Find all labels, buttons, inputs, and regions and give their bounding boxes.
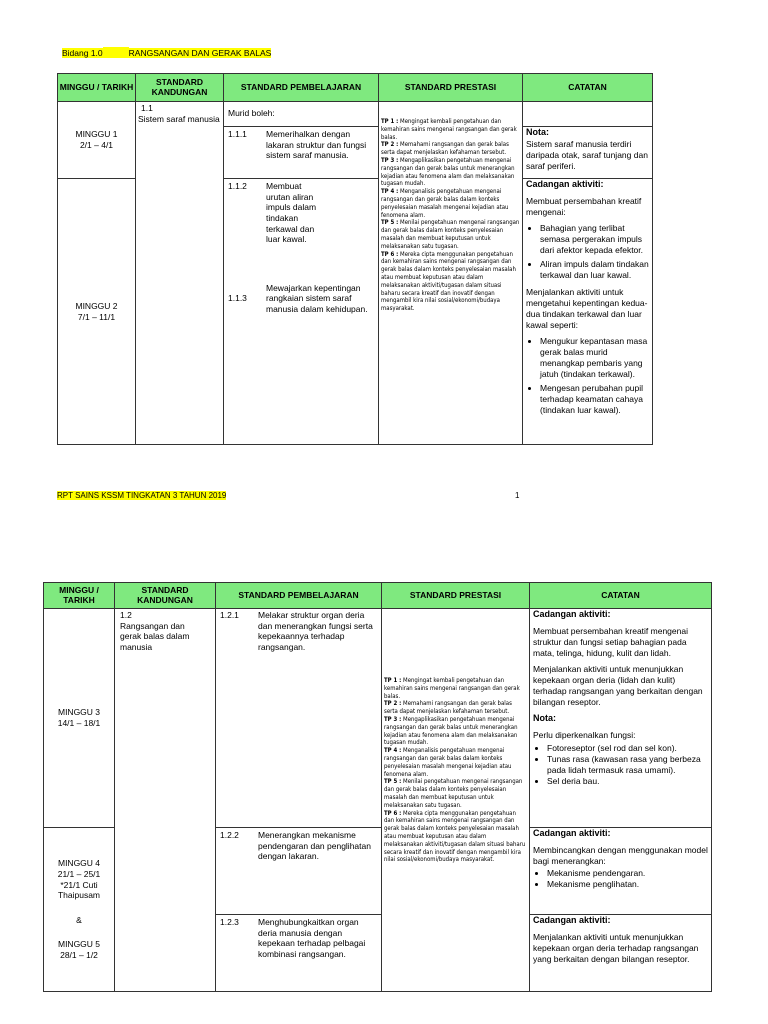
sk-code: 1.1 (141, 103, 153, 113)
nota-text: Sistem saraf manusia terdiri daripada otak, saraf tunjang dan saraf periferi. (526, 138, 648, 171)
week-2-label: MINGGU 2 (75, 300, 118, 311)
list-item: • Fotoreseptor (sel rod dan sel kon). (547, 743, 708, 754)
cadangan-para: Menjalankan aktiviti untuk menunjukkan kepekaan organ deria terhadap rangsangan yang berkaitan dengan bilangan reseptor. (533, 931, 699, 964)
cadangan-intro: Membuat persembahan kreatif mengenai: (526, 195, 642, 217)
cadangan-title: Cadangan aktiviti: (533, 915, 611, 925)
mekanisme-list (533, 868, 708, 890)
holiday-name: Thaipusam (57, 890, 101, 901)
section-label: Bidang 1.0 (62, 48, 103, 58)
nota-title: Nota: (533, 713, 556, 724)
tp-item: TP 2 : Memahami rangsangan dan gerak balas serta dapat menjelaskan kefahaman tersebut. (381, 141, 509, 157)
standard-pembelajaran-cell (224, 102, 379, 445)
rpt-table-1 (57, 73, 653, 445)
cadangan-list-2 (526, 336, 649, 416)
standard-prestasi-cell (382, 609, 530, 992)
header-minggu: MINGGU / TARIKH (44, 583, 115, 609)
week-3-label: MINGGU 3 (57, 707, 101, 718)
sp-code: 1.1.2 (228, 181, 247, 191)
header-standard-pembelajaran: STANDARD PEMBELAJARAN (224, 74, 379, 102)
list-item: • Sel deria bau. (547, 776, 708, 787)
tp-item: TP 6 : Mereka cipta menggunakan pengetahuan dan kemahiran sains mengenai rangsangan dan gerak balas dalam konteks penyelesaian masalah atau membuat keputusan atau dalam melaksanakan aktiviti/tugasan dalam situasi baharu secara kreatif dan inovatif dengan mengambil kira nilai sosial/ekonomi/budaya masyarakat. (384, 809, 526, 864)
week-4-label: MINGGU 4 (57, 858, 101, 869)
cadangan-title: Cadangan aktiviti: (526, 179, 604, 189)
tp-item: TP 5 : Menilai pengetahuan mengenai rangsangan dan gerak balas dalam konteks penyelesaian masalah dan membuat keputusan untuk melaksanakan satu tugasan. (381, 219, 520, 250)
header-catatan: CATATAN (530, 583, 712, 609)
header-minggu: MINGGU / TARIKH (58, 74, 136, 102)
tp-item: TP 2 : Memahami rangsangan dan gerak balas serta dapat menjelaskan kefahaman tersebut. (384, 700, 512, 716)
section-title (62, 47, 271, 58)
catatan-cell (523, 102, 653, 445)
list-item: • Mengukur kepantasan masa gerak balas murid menangkap pembaris yang jatuh (tindakan terkawal). (540, 336, 649, 380)
sp-code: 1.2.2 (220, 830, 239, 840)
cadangan-title: Cadangan aktiviti: (533, 828, 611, 838)
list-item: • Aliran impuls dalam tindakan terkawal dan luar kawal. (540, 259, 649, 281)
tp-item: TP 3 : Mengaplikasikan pengetahuan mengenai rangsangan dan gerak balas untuk menerangkan kejadian atau fenomena alam dan melaksanakan tugasan mudah. (384, 715, 518, 747)
list-item: • Mengesan perubahan pupil terhadap keamatan cahaya (tindakan luar kawal). (540, 383, 649, 416)
standard-pembelajaran-cell (216, 609, 382, 992)
cadangan-para: Menjalankan aktiviti untuk menunjukkan kepekaan organ deria (lidah dan kulit) terhadap rangsangan yang berkaitan dengan bilangan reseptor. (533, 663, 703, 707)
week-cell (58, 102, 136, 445)
list-item: • Mekanisme pendengaran. (547, 868, 708, 879)
sp-row (224, 181, 329, 245)
sp-row (216, 914, 381, 990)
list-item: • Tunas rasa (kawasan rasa yang berbeza pada lidah termasuk rasa umami). (547, 754, 708, 776)
sk-text: Sistem saraf manusia (138, 113, 220, 124)
nota-title: Nota: (526, 127, 549, 137)
sp-text: Memerihalkan dengan lakaran struktur dan fungsi sistem saraf manusia. (266, 129, 367, 161)
week-3-dates: 14/1 – 18/1 (57, 718, 101, 728)
sp-row (224, 126, 378, 178)
sp-row (224, 283, 378, 315)
sp-text: Menghubungkaitkan organ deria manusia dengan kepekaan terhadap pelbagai kombinasi rangsangan. (258, 917, 366, 959)
footer-title: RPT SAINS KSSM TINGKATAN 3 TAHUN 2019 (57, 491, 227, 500)
cadangan-para: Membuat persembahan kreatif mengenai struktur dan fungsi setiap bahagian pada mata, telinga, hidung, kulit dan lidah. (533, 625, 688, 658)
sp-code: 1.2.1 (220, 610, 239, 620)
holiday-note: *21/1 Cuti (60, 879, 98, 890)
sp-code: 1.1.3 (228, 292, 247, 303)
week-cell (44, 609, 115, 992)
header-standard-kandungan: STANDARD KANDUNGAN (115, 583, 216, 609)
fungsi-list (533, 743, 708, 787)
week-2-dates: 7/1 – 11/1 (77, 311, 116, 322)
sp-row (216, 609, 381, 827)
cadangan-title: Cadangan aktiviti: (533, 609, 611, 619)
week-5-dates: 28/1 – 1/2 (60, 950, 98, 961)
sp-text: Melakar struktur organ deria dan menerangkan fungsi serta kepekaannya terhadap rangsangan. (258, 610, 373, 652)
cadangan-para-2: Menjalankan aktiviti untuk mengetahui kepentingan kedua-dua tindakan terkawal dan luar kawal seperti: (526, 287, 648, 331)
sp-row (216, 827, 381, 914)
murid-boleh: Murid boleh: (228, 108, 275, 118)
sk-text: Rangsangan dan gerak balas dalam manusia (120, 620, 190, 652)
list-item: • Bahagian yang terlibat semasa pergerakan impuls dari afektor kepada efektor. (540, 223, 649, 256)
sp-text: Mewajarkan kepentingan rangkaian sistem saraf manusia dalam kehidupan. (266, 282, 368, 314)
sp-text: Membuat urutan aliran impuls dalam tindakan terkawal dan luar kawal. (266, 181, 317, 245)
page-number: 1 (515, 491, 520, 500)
rpt-table-2 (43, 582, 712, 992)
week-5-label: MINGGU 5 (57, 939, 101, 950)
cadangan-para: Membincangkan dengan menggunakan model bagi menerangkan: (533, 844, 708, 866)
header-standard-kandungan: STANDARD KANDUNGAN (136, 74, 224, 102)
list-item: • Mekanisme penglihatan. (547, 879, 708, 890)
ampersand: & (76, 914, 82, 925)
header-standard-prestasi: STANDARD PRESTASI (382, 583, 530, 609)
tp-item: TP 5 : Menilai pengetahuan mengenai rangsangan dan gerak balas dalam konteks penyelesaian masalah dan membuat keputusan untuk melaksanakan satu tugasan. (384, 778, 523, 809)
sp-text: Menerangkan mekanisme pendengaran dan penglihatan dengan lakaran. (258, 830, 371, 862)
sk-code: 1.2 (120, 610, 132, 620)
tp-item: TP 1 : Mengingat kembali pengetahuan dan kemahiran sains mengenai rangsangan dan gerak balas. (381, 118, 517, 141)
sp-code: 1.1.1 (228, 129, 247, 139)
tp-item: TP 3 : Mengaplikasikan pengetahuan mengenai rangsangan dan gerak balas untuk menerangkan kejadian atau fenomena alam dan melaksanakan tugasan mudah. (381, 156, 515, 188)
header-catatan: CATATAN (523, 74, 653, 102)
header-standard-prestasi: STANDARD PRESTASI (379, 74, 523, 102)
tp-item: TP 4 : Menganalisis pengetahuan mengenai rangsangan dan gerak balas dalam konteks penyelesaian masalah mengenai kejadian atau fenomena alam. (381, 188, 509, 219)
sp-code: 1.2.3 (220, 917, 239, 927)
header-standard-pembelajaran: STANDARD PEMBELAJARAN (216, 583, 382, 609)
standard-kandungan-cell (136, 102, 224, 445)
standard-kandungan-cell (115, 609, 216, 992)
tp-item: TP 4 : Menganalisis pengetahuan mengenai rangsangan dan gerak balas dalam konteks penyelesaian masalah mengenai kejadian atau fenomena alam. (384, 747, 512, 778)
week-1-label: MINGGU 1 (75, 129, 118, 140)
tp-item: TP 1 : Mengingat kembali pengetahuan dan kemahiran sains mengenai rangsangan dan gerak balas. (384, 677, 520, 700)
tp-item: TP 6 : Mereka cipta menggunakan pengetahuan dan kemahiran sains mengenai rangsangan dan gerak balas dalam konteks penyelesaian masalah atau membuat keputusan atau dalam melaksanakan aktiviti/tugasan dalam situasi baharu secara kreatif dan inovatif dengan mengambil kira nilai sosial/ekonomi/budaya masyarakat. (381, 250, 516, 313)
standard-prestasi-cell (379, 102, 523, 445)
section-name: RANGSANGAN DAN GERAK BALAS (128, 48, 272, 58)
cadangan-list-1 (526, 223, 649, 281)
nota-intro: Perlu diperkenalkan fungsi: (533, 729, 636, 740)
week-1-dates: 2/1 – 4/1 (79, 140, 114, 150)
week-4-dates: 21/1 – 25/1 (57, 868, 101, 879)
catatan-cell (530, 609, 712, 992)
